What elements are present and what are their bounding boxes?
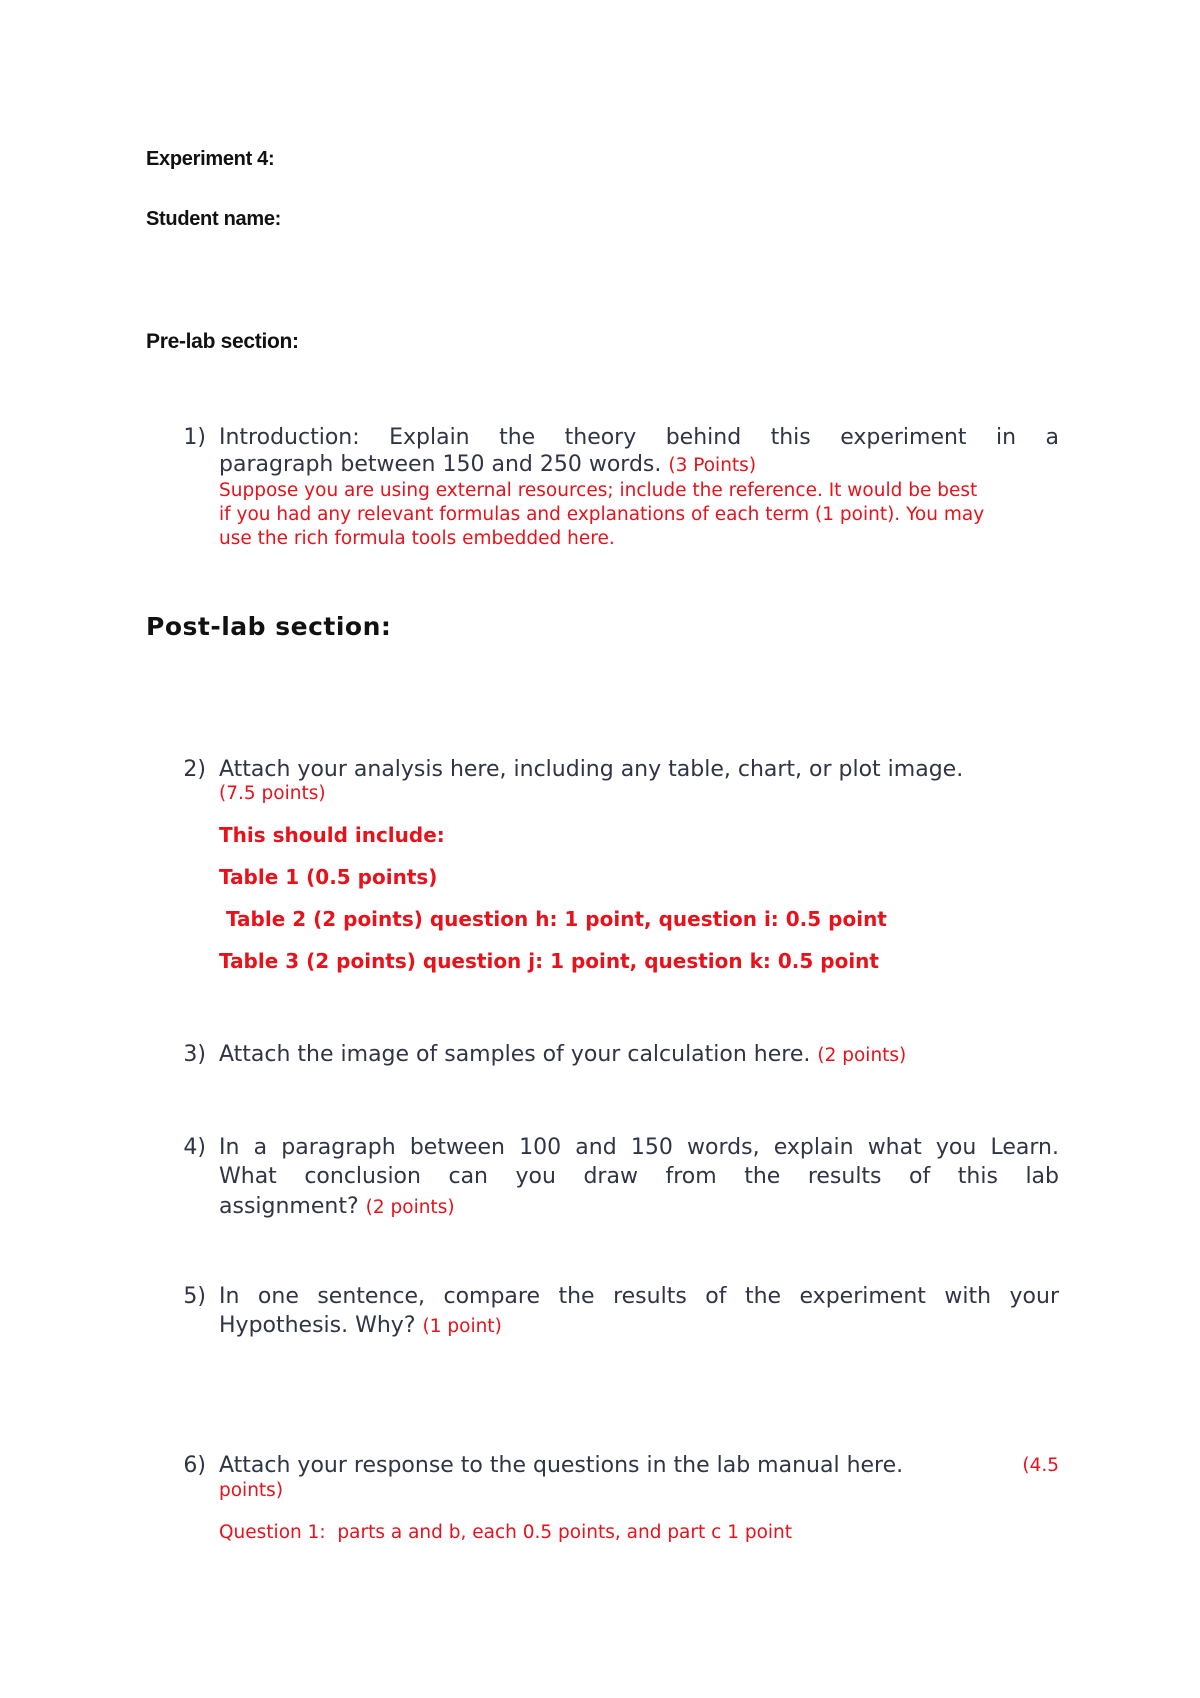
q1-line1: Introduction: Explain the theory behind this experiment in a <box>219 425 1059 450</box>
q2-line1: Attach your analysis here, including any table, chart, or plot image. <box>219 757 964 782</box>
postlab-section-title: Post-lab section: <box>146 612 392 641</box>
q6-question1: Question 1: parts a and b, each 0.5 points, and part c 1 point <box>219 1522 793 1543</box>
q3-points: (2 points) <box>817 1045 907 1066</box>
q6-points-part2: points) <box>219 1480 284 1501</box>
q3-text: Attach the image of samples of your calculation here. <box>219 1042 811 1067</box>
q5-line1: In one sentence, compare the results of the experiment with your <box>219 1284 1059 1309</box>
q2-points: (7.5 points) <box>219 783 326 804</box>
experiment-label: Experiment 4: <box>146 148 275 170</box>
q5-number: 5) <box>183 1284 206 1309</box>
q4-line3-text: assignment? <box>219 1194 359 1219</box>
q2-table2: Table 2 (2 points) question h: 1 point, question i: 0.5 point <box>219 907 887 931</box>
q1-line2-text: paragraph between 150 and 250 words. <box>219 452 662 477</box>
q4-line3 <box>219 1193 455 1221</box>
q1-note-line2: if you had any relevant formulas and explanations of each term (1 point). You may <box>219 504 985 525</box>
q3-number: 3) <box>183 1042 206 1067</box>
q2-include-label: This should include: <box>219 823 445 847</box>
q1-number: 1) <box>183 425 206 450</box>
q2-table3: Table 3 (2 points) question j: 1 point, question k: 0.5 point <box>219 949 879 973</box>
student-name-label: Student name: <box>146 208 281 230</box>
q5-line2-text: Hypothesis. Why? <box>219 1313 416 1338</box>
q6-points-part1: (4.5 <box>1022 1455 1059 1476</box>
prelab-section-title: Pre-lab section: <box>146 330 299 353</box>
q1-line2 <box>219 451 756 479</box>
q6-line1-text: Attach your response to the questions in the lab manual here. <box>219 1453 904 1478</box>
q4-number: 4) <box>183 1135 206 1160</box>
q4-points: (2 points) <box>365 1197 455 1218</box>
q5-line2 <box>219 1312 502 1340</box>
q1-note-line3: use the rich formula tools embedded here. <box>219 528 615 549</box>
q5-points: (1 point) <box>422 1316 502 1337</box>
q6-line1 <box>219 1452 1059 1479</box>
q6-number: 6) <box>183 1453 206 1478</box>
q1-note-line1: Suppose you are using external resources; include the reference. It would be best <box>219 480 978 501</box>
q1-points: (3 Points) <box>668 455 757 476</box>
q2-number: 2) <box>183 757 206 782</box>
q4-line2: What conclusion can you draw from the results of this lab <box>219 1164 1059 1189</box>
q3-line1 <box>219 1041 906 1069</box>
q4-line1: In a paragraph between 100 and 150 words, explain what you Learn. <box>219 1135 1059 1160</box>
q2-table1: Table 1 (0.5 points) <box>219 865 438 889</box>
